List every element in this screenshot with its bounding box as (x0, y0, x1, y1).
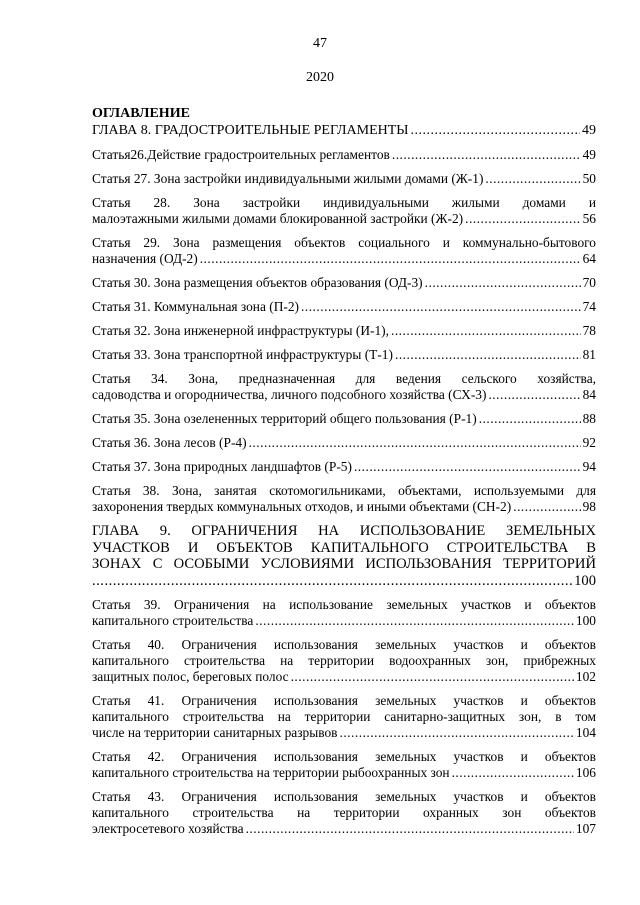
page-number: 47 (313, 36, 327, 51)
toc-entry-text: малоэтажными жилыми домами блокированной застройки (Ж-2) (92, 211, 464, 226)
toc-entry-text: захоронения твердых коммунальных отходов, и иными объектами (СН-2) (92, 499, 512, 514)
dot-leader (391, 323, 581, 339)
table-of-contents (92, 106, 596, 845)
dot-leader (255, 613, 574, 629)
toc-entry-text: садоводства и огородничества, личного подсобного хозяйства (СХ-3) (92, 387, 487, 402)
toc-entry-text: ЗОНАХ С ОСОБЫМИ УСЛОВИЯМИ ИСПОЛЬЗОВАНИЯ ТЕРРИТОРИЙ (92, 556, 596, 572)
toc-entry-text: Статья 28. Зона застройки индивидуальными жилыми домами и (92, 195, 596, 210)
toc-article-entry[interactable] (92, 411, 596, 427)
toc-article-entry[interactable] (92, 275, 596, 291)
toc-page-number: 104 (575, 725, 596, 740)
toc-entry-text: Статья 27. Зона застройки индивидуальными жилыми домами (Ж-1) (92, 171, 484, 186)
toc-entry-text: Статья 32. Зона инженерной инфраструктуры (И-1), (92, 323, 389, 338)
toc-entry-text: Статья 39. Ограничения на использование земельных участков и объектов (92, 597, 596, 612)
dot-leader (339, 725, 573, 741)
toc-entry-text: назначения (ОД-2) (92, 251, 198, 266)
toc-article-entry[interactable] (92, 435, 596, 451)
toc-entry-text: защитных полос, береговых полос (92, 669, 289, 684)
toc-entry-text: числе на территории санитарных разрывов (92, 725, 338, 740)
year-header: 2020 (306, 70, 334, 85)
dot-leader (395, 347, 581, 363)
toc-title: ОГЛАВЛЕНИЕ (92, 106, 190, 121)
toc-chapter-entry[interactable] (92, 523, 596, 589)
toc-entry-text: Статья 36. Зона лесов (Р-4) (92, 435, 247, 450)
toc-article-entry[interactable] (92, 171, 596, 187)
toc-page-number: 49 (582, 123, 596, 138)
toc-page-number: 81 (582, 347, 596, 362)
toc-entry-text: Статья 37. Зона природных ландшафтов (Р-5) (92, 459, 352, 474)
toc-page-number: 92 (582, 435, 596, 450)
toc-article-entry[interactable] (92, 235, 596, 267)
toc-entry-text: Статья 41. Ограничения использования земельных участков и объектов (92, 693, 596, 708)
toc-article-entry[interactable] (92, 147, 596, 163)
toc-page-number: 94 (582, 459, 596, 474)
toc-entry-text: Статья 31. Коммунальная зона (П-2) (92, 299, 300, 314)
toc-entry-text: капитального строительства на территории рыбоохранных зон (92, 765, 450, 780)
toc-entry-text: ГЛАВА 9. ОГРАНИЧЕНИЯ НА ИСПОЛЬЗОВАНИЕ ЗЕМЕЛЬНЫХ (92, 523, 596, 539)
toc-page-number: 106 (575, 765, 596, 780)
toc-article-entry[interactable] (92, 693, 596, 741)
toc-entry-text: Статья 34. Зона, предназначенная для ведения сельского хозяйства, (92, 371, 596, 386)
toc-chapter-entry[interactable] (92, 123, 596, 139)
dot-leader (485, 171, 580, 187)
toc-entry-text: Статья 33. Зона транспортной инфраструктуры (Т-1) (92, 347, 393, 362)
dot-leader (392, 147, 581, 163)
toc-entry-text: Статья 42. Ограничения использования земельных участков и объектов (92, 749, 596, 764)
toc-article-entry[interactable] (92, 789, 596, 837)
toc-article-entry[interactable] (92, 299, 596, 315)
toc-article-entry[interactable] (92, 749, 596, 781)
toc-page-number: 98 (582, 499, 596, 514)
toc-page-number: 107 (575, 821, 596, 836)
toc-entry-text: Статья 35. Зона озелененных территорий общего пользования (Р-1) (92, 411, 477, 426)
dot-leader (488, 387, 580, 403)
dot-leader (354, 459, 581, 475)
toc-article-entry[interactable] (92, 459, 596, 475)
dot-leader (513, 499, 580, 515)
toc-entry-text: капитального строительства на территории охранных зон объектов (92, 805, 596, 820)
toc-page-number: 100 (575, 613, 596, 628)
toc-page-number: 100 (574, 572, 596, 589)
toc-page-number: 74 (582, 299, 596, 314)
toc-page-number: 56 (582, 211, 596, 226)
toc-entry-text: капитального строительства на территории санитарно-защитных зон, в том (92, 709, 596, 724)
toc-page-number: 84 (582, 387, 596, 402)
toc-entry-text: Статья 30. Зона размещения объектов образования (ОД-3) (92, 275, 423, 290)
toc-entry-text: Статья 29. Зона размещения объектов социального и коммунально-бытового (92, 235, 596, 250)
toc-entry-text: Статья 40. Ограничения использования земельных участков и объектов (92, 637, 596, 652)
toc-entry-text: капитального строительства (92, 613, 254, 628)
toc-page-number: 78 (582, 323, 596, 338)
dot-leader (301, 299, 581, 315)
toc-page-number: 70 (582, 275, 596, 290)
toc-article-entry[interactable] (92, 195, 596, 227)
dot-leader (291, 669, 574, 685)
dot-leader (92, 573, 572, 590)
toc-entry-text: капитального строительства на территории водоохранных зон, прибрежных (92, 653, 596, 668)
dot-leader (425, 275, 581, 291)
toc-page-number: 102 (575, 669, 596, 684)
dot-leader (200, 251, 581, 267)
dot-leader (479, 411, 581, 427)
toc-entry-text: Статья26.Действие градостроительных регламентов (92, 147, 390, 162)
toc-article-entry[interactable] (92, 483, 596, 515)
toc-article-entry[interactable] (92, 637, 596, 685)
toc-entry-text: УЧАСТКОВ И ОБЪЕКТОВ КАПИТАЛЬНОГО СТРОИТЕЛЬСТВА В (92, 539, 596, 556)
toc-article-entry[interactable] (92, 597, 596, 629)
dot-leader (452, 765, 574, 781)
toc-page-number: 64 (582, 251, 596, 266)
toc-entry-text: Статья 38. Зона, занятая скотомогильниками, объектами, используемыми для (92, 483, 596, 498)
dot-leader (249, 435, 581, 451)
toc-article-entry[interactable] (92, 347, 596, 363)
dot-leader (465, 211, 580, 227)
toc-page-number: 50 (582, 171, 596, 186)
toc-article-entry[interactable] (92, 371, 596, 403)
toc-entries (92, 123, 596, 837)
toc-page-number: 88 (582, 411, 596, 426)
toc-entry-text: ГЛАВА 8. ГРАДОСТРОИТЕЛЬНЫЕ РЕГЛАМЕНТЫ (92, 123, 409, 138)
toc-entry-text: Статья 43. Ограничения использования земельных участков и объектов (92, 789, 596, 804)
toc-page-number: 49 (582, 147, 596, 162)
dot-leader (246, 821, 574, 837)
toc-entry-text: электросетевого хозяйства (92, 821, 244, 836)
dot-leader (411, 123, 581, 139)
toc-article-entry[interactable] (92, 323, 596, 339)
